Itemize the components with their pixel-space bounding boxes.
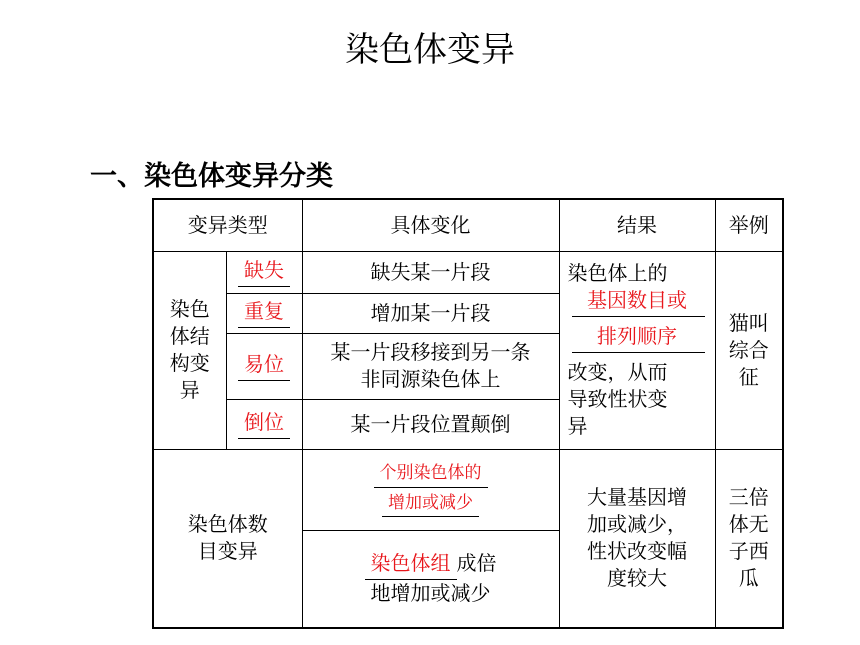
- table-row: [153, 251, 783, 293]
- change-deletion: 缺失某一片段: [302, 251, 559, 293]
- structural-result: 染色体上的 基因数目或 排列顺序 改变，从而 导致性状变 异: [559, 251, 715, 449]
- change-duplication: 增加某一片段: [302, 293, 559, 333]
- numerical-changes: [302, 449, 559, 628]
- change-translocation: 某一片段移接到另一条 非同源染色体上: [302, 333, 559, 399]
- numerical-result: 大量基因增 加或减少， 性状改变幅 度较大: [559, 449, 715, 628]
- section-heading: 一、染色体变异分类: [90, 161, 333, 192]
- type-inversion: 倒位: [226, 399, 302, 449]
- type-translocation: 易位: [226, 333, 302, 399]
- type-deletion: 缺失: [226, 251, 302, 293]
- header-result: 结果: [559, 199, 715, 251]
- numerical-example: 三倍 体无 子西 瓜: [715, 449, 783, 628]
- individual-chromosome-change: 个别染色体的 增加或减少: [303, 450, 559, 531]
- structural-example: 猫叫 综合 征: [715, 251, 783, 449]
- type-duplication: 重复: [226, 293, 302, 333]
- numerical-group-label: 染色体数 目变异: [153, 449, 302, 628]
- structural-group-label: 染色 体结 构变 异: [153, 251, 226, 449]
- change-inversion: 某一片段位置颠倒: [302, 399, 559, 449]
- header-example: 举例: [715, 199, 783, 251]
- page-title: 染色体变异: [345, 30, 515, 70]
- header-change: 具体变化: [302, 199, 559, 251]
- chromosome-set-change: 染色体组 成倍 地增加或减少: [303, 531, 559, 627]
- header-type: 变异类型: [153, 199, 302, 251]
- table-row: [153, 449, 783, 628]
- header-row: [153, 199, 783, 251]
- chromosome-variation-table: [152, 198, 784, 629]
